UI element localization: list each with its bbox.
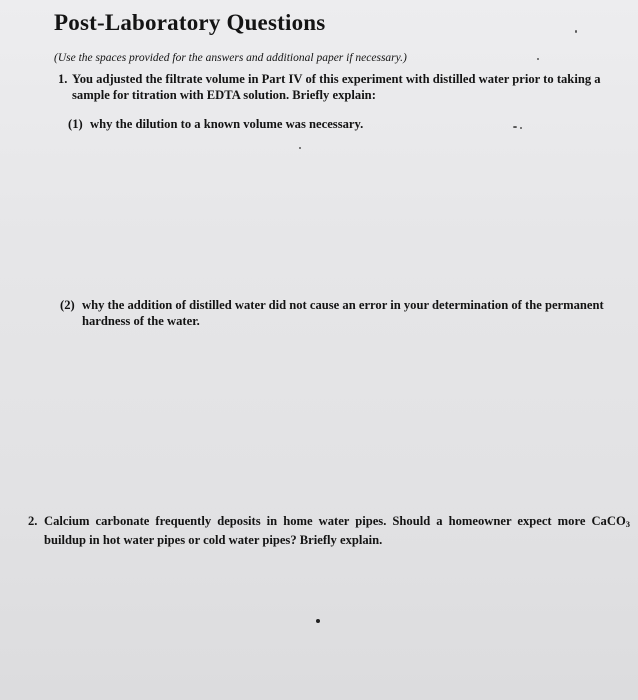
question-1-part-2 (60, 297, 620, 329)
question-1-text: You adjusted the filtrate volume in Part IV of this experiment with distilled water prior to taking a sample for titration with EDTA solution. Briefly explain: (72, 72, 601, 102)
paper-speck (520, 127, 522, 129)
question-1 (58, 71, 614, 103)
question-1-part-2-text: why the addition of distilled water did not cause an error in your determination of the permanent hardness of the water. (82, 298, 604, 328)
page-title: Post-Laboratory Questions (54, 10, 326, 35)
question-2-text-before: Calcium carbonate frequently deposits in home water pipes. Should a homeowner expect more CaCO (44, 514, 626, 528)
question-2-number: 2. (28, 514, 38, 528)
question-2 (28, 513, 630, 548)
instructions-note: (Use the spaces provided for the answers and additional paper if necessary.) (54, 52, 407, 64)
question-1-part-2-number: (2) (60, 298, 75, 312)
paper-speck (537, 58, 539, 60)
paper-speck (513, 126, 517, 128)
paper-speck (575, 30, 577, 33)
question-1-part-1-text: why the dilution to a known volume was necessary. (90, 117, 364, 131)
question-2-text (44, 513, 630, 548)
question-1-part-1 (68, 116, 588, 132)
question-1-number: 1. (58, 72, 68, 86)
question-2-subscript: 3 (625, 519, 630, 529)
paper-speck (316, 619, 320, 623)
question-2-text-after: buildup in hot water pipes or cold water pipes? Briefly explain. (44, 533, 383, 547)
paper-speck (299, 147, 301, 149)
question-1-part-1-number: (1) (68, 117, 83, 131)
